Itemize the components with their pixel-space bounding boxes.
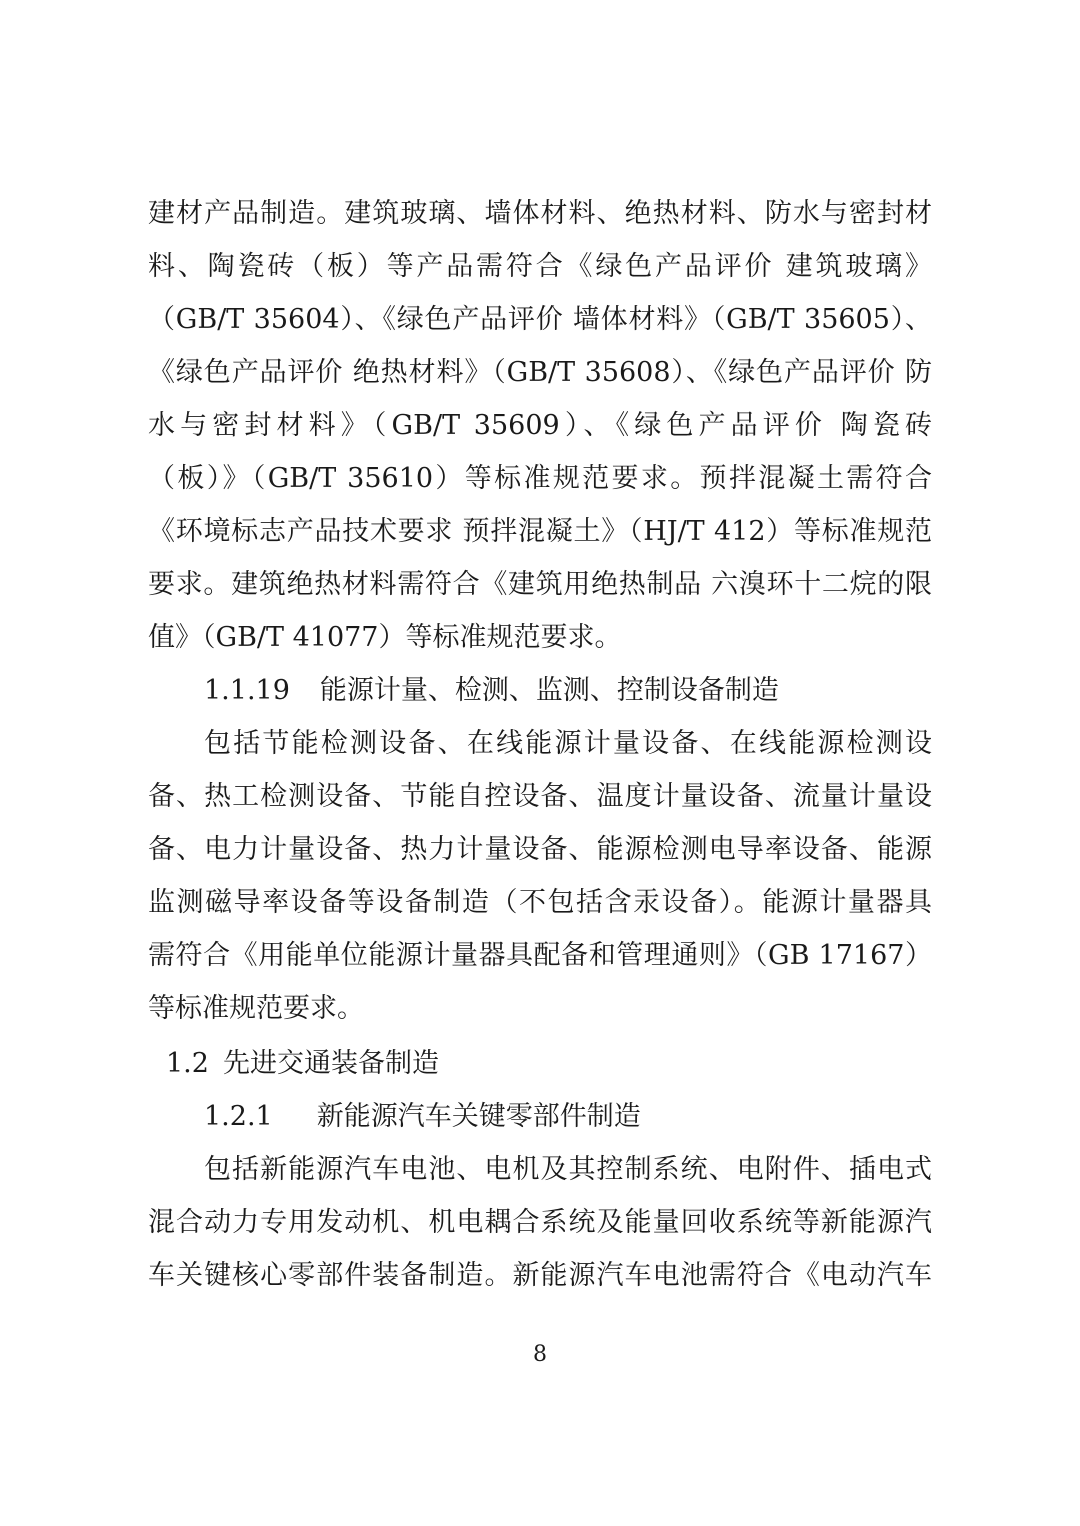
text-line: （板）》（GB/T 35610）等标准规范要求。预拌混凝土需符合	[148, 463, 932, 494]
page-number: 8	[533, 1342, 547, 1367]
text-line: 等标准规范要求。	[148, 993, 364, 1024]
section-number: 1.1.19	[204, 675, 290, 706]
text-line: 《环境标志产品技术要求 预拌混凝土》（HJ/T 412）等标准规范	[148, 516, 932, 547]
section-title: 能源计量、检测、监测、控制设备制造	[319, 675, 779, 706]
section-number: 1.2.1	[204, 1101, 273, 1132]
text-line: 水与密封材料》（GB/T 35609）、《绿色产品评价 陶瓷砖	[148, 410, 932, 441]
text-line: 车关键核心零部件装备制造。新能源汽车电池需符合《电动汽车	[148, 1260, 932, 1291]
text-line: （GB/T 35604）、《绿色产品评价 墙体材料》（GB/T 35605）、	[148, 304, 932, 335]
text-line: 包括新能源汽车电池、电机及其控制系统、电附件、插电式	[204, 1154, 932, 1185]
text-line: 备、热工检测设备、节能自控设备、温度计量设备、流量计量设	[148, 781, 932, 812]
text-line: 料、陶瓷砖（板）等产品需符合《绿色产品评价 建筑玻璃》	[148, 251, 932, 282]
section-heading-1-2	[166, 1046, 439, 1082]
section-number: 1.2	[166, 1048, 209, 1079]
text-line: 要求。建筑绝热材料需符合《建筑用绝热制品 六溴环十二烷的限	[148, 569, 932, 600]
text-line: 需符合《用能单位能源计量器具配备和管理通则》（GB 17167）	[148, 940, 932, 971]
section-title: 新能源汽车关键零部件制造	[316, 1101, 641, 1132]
section-title: 先进交通装备制造	[222, 1048, 439, 1079]
text-line: 建材产品制造。建筑玻璃、墙体材料、绝热材料、防水与密封材	[148, 198, 932, 229]
text-line: 混合动力专用发动机、机电耦合系统及能量回收系统等新能源汽	[148, 1207, 932, 1238]
text-line: 《绿色产品评价 绝热材料》（GB/T 35608）、《绿色产品评价 防	[148, 357, 932, 388]
text-line: 包括节能检测设备、在线能源计量设备、在线能源检测设	[204, 728, 932, 759]
section-heading-1-2-1	[204, 1099, 641, 1135]
section-heading-1-1-19	[204, 673, 779, 709]
text-line: 备、电力计量设备、热力计量设备、能源检测电导率设备、能源	[148, 834, 932, 865]
text-line: 监测磁导率设备等设备制造（不包括含汞设备）。能源计量器具	[148, 887, 932, 918]
text-line: 值》（GB/T 41077）等标准规范要求。	[148, 622, 622, 653]
